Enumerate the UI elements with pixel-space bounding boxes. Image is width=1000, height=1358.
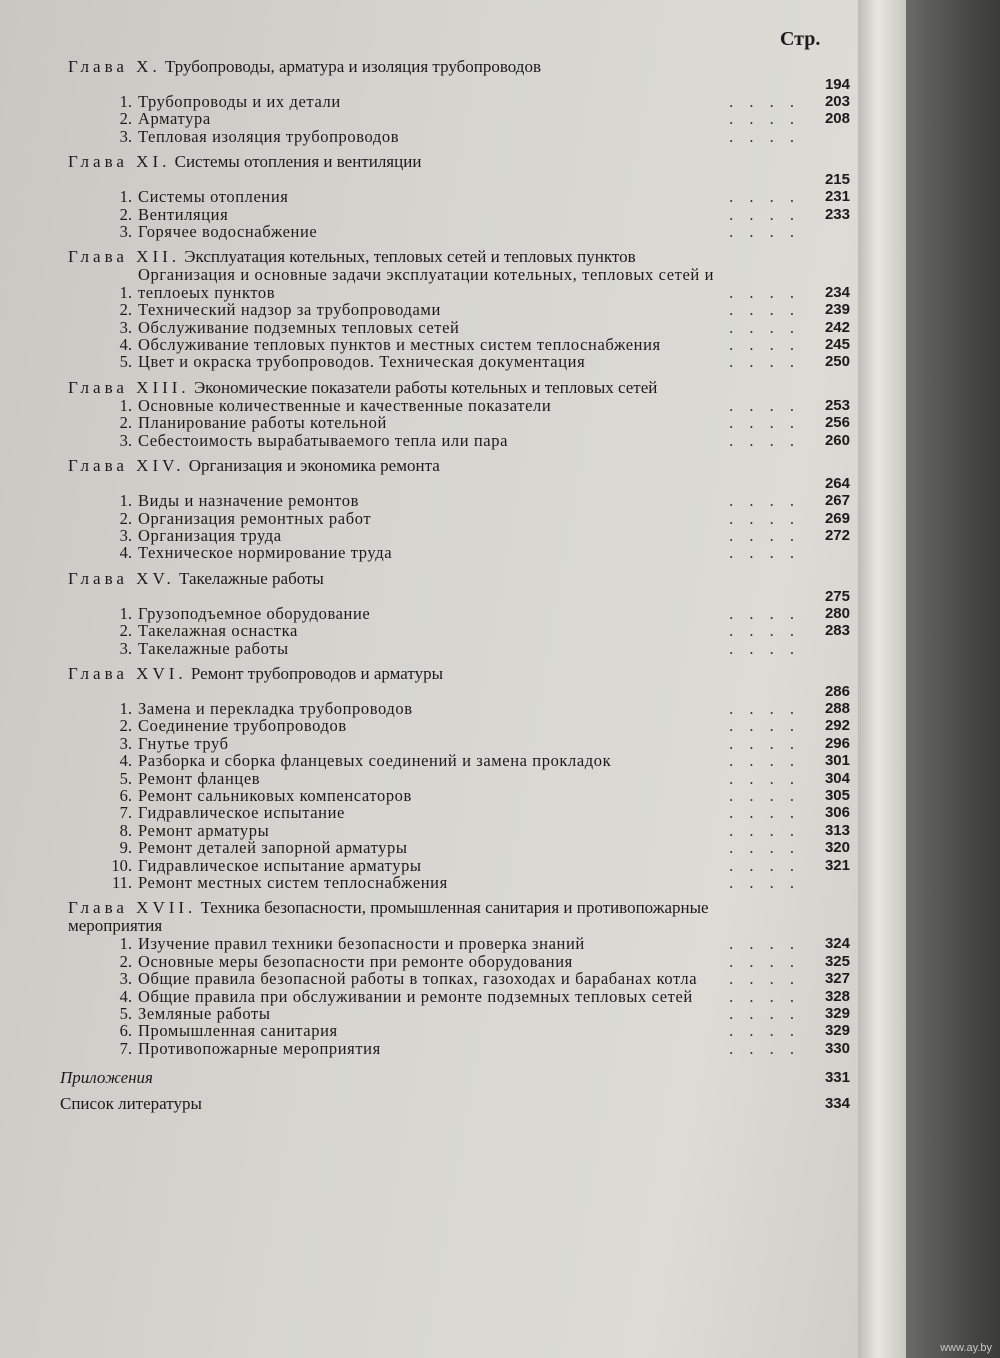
entry-page-number: 330 <box>824 1039 850 1057</box>
leader-dots: . . . . <box>729 126 800 146</box>
toc-entry <box>60 510 850 527</box>
entry-number: 2. <box>119 300 132 320</box>
toc-entry <box>60 1022 850 1039</box>
leader-dots: . . . . <box>729 733 800 753</box>
toc-entry <box>60 970 850 987</box>
leader-dots: . . . . <box>729 698 800 718</box>
entry-number: 1. <box>119 395 132 415</box>
chapter-section <box>60 899 850 1057</box>
entry-page-number: 325 <box>824 952 850 970</box>
entry-page-number: 253 <box>824 396 850 414</box>
toc-extra-entry <box>60 1091 850 1117</box>
entry-number: 6. <box>119 1021 132 1041</box>
entry-title: Системы отопления <box>138 187 289 207</box>
entry-title: Разборка и сборка фланцевых соединений и замена прокладок <box>138 751 612 771</box>
entry-number: 8. <box>119 820 132 840</box>
entry-page-number: 329 <box>824 1022 850 1040</box>
entry-number: 3. <box>119 317 132 337</box>
toc-entry <box>60 223 850 240</box>
entry-page-number: 242 <box>824 318 850 336</box>
chapter-label: Глава XI. <box>68 152 171 172</box>
toc-entry <box>60 822 850 839</box>
chapter-title: Организация и экономика ремонта <box>188 456 440 476</box>
leader-dots: . . . . <box>729 543 800 563</box>
chapter-heading <box>60 153 850 171</box>
entry-title: Основные количественные и качественные показатели <box>138 395 552 415</box>
entry-title: Цвет и окраска трубопроводов. Техническая документация <box>138 352 586 372</box>
extra-title: Приложения <box>60 1068 153 1088</box>
photo-background <box>906 0 1000 1358</box>
toc-entry <box>60 988 850 1005</box>
toc-entry <box>60 266 850 301</box>
entry-page-number: 324 <box>824 935 850 953</box>
leader-dots: . . . . <box>729 395 800 415</box>
toc-entry <box>60 527 850 544</box>
leader-dots: . . . . <box>729 282 800 302</box>
entry-page-number: 320 <box>824 839 850 857</box>
entry-number: 4. <box>119 335 132 355</box>
chapter-section <box>60 570 850 657</box>
entry-title: Себестоимость вырабатываемого тепла или пара <box>138 430 508 450</box>
entry-number: 9. <box>119 838 132 858</box>
page-edge <box>858 0 906 1358</box>
leader-dots: . . . . <box>729 785 800 805</box>
chapter-page-number: 264 <box>824 475 850 493</box>
toc-entry <box>60 206 850 223</box>
entry-page-number: 267 <box>824 492 850 510</box>
chapter-section <box>60 379 850 449</box>
leader-dots: . . . . <box>729 803 800 823</box>
leader-dots: . . . . <box>729 317 800 337</box>
chapter-label: Глава XV. <box>68 568 175 588</box>
entry-title: Технический надзор за трубопроводами <box>138 300 441 320</box>
toc-extra-entry <box>60 1065 850 1091</box>
entry-title: Гидравлическое испытание <box>138 803 345 823</box>
entry-page-number: 239 <box>824 301 850 319</box>
entry-title: Трубопроводы и их детали <box>138 92 341 111</box>
chapter-heading <box>60 899 850 935</box>
toc-entry <box>60 336 850 353</box>
entry-number: 1. <box>119 187 132 207</box>
entry-title: Общие правила безопасной работы в топках, газоходах и барабанах котла <box>138 969 698 989</box>
entry-title: Организация труда <box>138 525 282 545</box>
toc-entry <box>60 492 850 509</box>
chapter-page-number: 194 <box>824 76 850 93</box>
entry-number: 1. <box>119 698 132 718</box>
chapter-heading <box>60 248 850 266</box>
chapter-section <box>60 153 850 240</box>
entry-title: Техническое нормирование труда <box>138 543 393 563</box>
toc-entry <box>60 353 850 370</box>
leader-dots: . . . . <box>729 838 800 858</box>
entry-page-number: 329 <box>824 1005 850 1023</box>
leader-dots: . . . . <box>729 1038 800 1058</box>
chapter-heading <box>60 665 850 683</box>
entry-number: 6. <box>119 785 132 805</box>
chapter-section <box>60 58 850 145</box>
toc-entry <box>60 804 850 821</box>
watermark: www.ay.by <box>940 1342 992 1354</box>
extra-page-number: 334 <box>824 1095 850 1113</box>
entry-number: 3. <box>119 430 132 450</box>
entry-page-number: 280 <box>824 604 850 622</box>
chapter-page-number: 275 <box>824 587 850 605</box>
entry-title: Организация и основные задачи эксплуатации котельных, тепловых сетей и теплоеых пунктов <box>138 265 715 302</box>
entry-title: Арматура <box>138 109 211 129</box>
entry-title: Обслуживание тепловых пунктов и местных систем теплоснабжения <box>138 335 661 355</box>
entry-number: 3. <box>119 638 132 658</box>
entry-page-number: 288 <box>824 699 850 717</box>
entry-number: 3. <box>119 126 132 146</box>
leader-dots: . . . . <box>729 491 800 511</box>
toc-entry <box>60 432 850 449</box>
chapter-title: Техника безопасности, промышленная санитария и противопожарные мероприятия <box>68 898 709 936</box>
leader-dots: . . . . <box>729 204 800 224</box>
chapter-heading <box>60 457 850 475</box>
toc-entry <box>60 787 850 804</box>
entry-number: 3. <box>119 733 132 753</box>
entry-page-number: 304 <box>824 769 850 787</box>
chapter-title: Системы отопления и вентиляции <box>174 152 422 172</box>
leader-dots: . . . . <box>729 986 800 1006</box>
entry-title: Противопожарные мероприятия <box>138 1038 381 1058</box>
entry-page-number: 327 <box>824 970 850 988</box>
entry-page-number: 250 <box>824 353 850 371</box>
toc-entry <box>60 953 850 970</box>
toc-entry <box>60 640 850 657</box>
entry-page-number: 328 <box>824 987 850 1005</box>
entry-page-number: 321 <box>824 856 850 874</box>
entry-number: 2. <box>119 413 132 433</box>
entry-number: 2. <box>119 621 132 641</box>
entry-title: Такелажные работы <box>138 638 289 658</box>
chapter-title: Ремонт трубопроводов и арматуры <box>190 663 444 683</box>
entry-page-number: 292 <box>824 717 850 735</box>
leader-dots: . . . . <box>729 873 800 892</box>
toc-entry <box>60 319 850 336</box>
leader-dots: . . . . <box>729 508 800 528</box>
entry-number: 2. <box>119 716 132 736</box>
entry-title: Грузоподъемное оборудование <box>138 603 371 623</box>
leader-dots: . . . . <box>729 934 800 954</box>
entry-title: Изучение правил техники безопасности и проверка знаний <box>138 934 585 954</box>
leader-dots: . . . . <box>729 413 800 433</box>
chapter-title: Эксплуатация котельных, тепловых сетей и тепловых пунктов <box>184 247 636 267</box>
entry-title: Ремонт сальниковых компенсаторов <box>138 785 412 805</box>
entry-title: Замена и перекладка трубопроводов <box>138 698 413 718</box>
entry-number: 10. <box>111 855 132 875</box>
chapter-title: Экономические показатели работы котельных и тепловых сетей <box>193 377 658 397</box>
entry-page-number: 231 <box>824 188 850 206</box>
entry-title: Промышленная санитария <box>138 1021 338 1041</box>
toc-entry <box>60 128 850 145</box>
chapter-page-number: 286 <box>824 682 850 700</box>
leader-dots: . . . . <box>729 92 800 111</box>
chapter-heading <box>60 58 850 76</box>
toc-entry <box>60 770 850 787</box>
toc-entry <box>60 874 850 891</box>
leader-dots: . . . . <box>729 300 800 320</box>
leader-dots: . . . . <box>729 352 800 372</box>
toc-entry <box>60 717 850 734</box>
entry-title: Ремонт арматуры <box>138 820 270 840</box>
entry-number: 5. <box>119 768 132 788</box>
chapter-label: Глава XVI. <box>68 663 187 683</box>
chapter-title: Такелажные работы <box>179 568 324 588</box>
entry-number: 7. <box>119 803 132 823</box>
entry-number: 3. <box>119 525 132 545</box>
entry-number: 7. <box>119 1038 132 1058</box>
toc-entry <box>60 93 850 110</box>
chapter-label: Глава XII. <box>68 247 181 267</box>
entry-title: Планирование работы котельной <box>138 413 387 433</box>
entry-page-number: 306 <box>824 804 850 822</box>
entry-title: Организация ремонтных работ <box>138 508 372 528</box>
toc-entry <box>60 110 850 127</box>
page-column-header: Стр. <box>780 28 821 50</box>
leader-dots: . . . . <box>729 855 800 875</box>
entry-page-number: 296 <box>824 734 850 752</box>
chapter-title: Трубопроводы, арматура и изоляция трубопроводов <box>164 57 541 76</box>
entry-number: 2. <box>119 508 132 528</box>
toc-entry <box>60 1005 850 1022</box>
entry-number: 2. <box>119 109 132 129</box>
toc-entry <box>60 935 850 952</box>
leader-dots: . . . . <box>729 951 800 971</box>
entry-page-number: 283 <box>824 622 850 640</box>
entry-number: 3. <box>119 969 132 989</box>
entry-title: Тепловая изоляция трубопроводов <box>138 126 400 146</box>
toc-entry <box>60 188 850 205</box>
toc-entry <box>60 605 850 622</box>
leader-dots: . . . . <box>729 1021 800 1041</box>
entry-number: 1. <box>119 92 132 111</box>
leader-dots: . . . . <box>729 638 800 658</box>
chapter-heading <box>60 379 850 397</box>
table-of-contents <box>60 58 850 1117</box>
entry-page-number: 208 <box>824 110 850 128</box>
entry-number: 11. <box>111 873 132 892</box>
leader-dots: . . . . <box>729 109 800 129</box>
entry-title: Вентиляция <box>138 204 229 224</box>
toc-entry <box>60 735 850 752</box>
leader-dots: . . . . <box>729 525 800 545</box>
entry-page-number: 233 <box>824 205 850 223</box>
toc-entry <box>60 622 850 639</box>
leader-dots: . . . . <box>729 716 800 736</box>
entry-title: Гидравлическое испытание арматуры <box>138 855 422 875</box>
leader-dots: . . . . <box>729 1004 800 1024</box>
toc-entry <box>60 839 850 856</box>
toc-entry <box>60 544 850 561</box>
entry-page-number: 260 <box>824 431 850 449</box>
entry-title: Основные меры безопасности при ремонте оборудования <box>138 951 573 971</box>
toc-entry <box>60 857 850 874</box>
leader-dots: . . . . <box>729 187 800 207</box>
entry-title: Ремонт местных систем теплоснабжения <box>138 873 448 892</box>
chapter-page-number: 215 <box>824 171 850 189</box>
chapter-label: Глава XIV. <box>68 456 185 476</box>
entry-title: Соединение трубопроводов <box>138 716 347 736</box>
leader-dots: . . . . <box>729 820 800 840</box>
leader-dots: . . . . <box>729 621 800 641</box>
chapter-label: Глава XVII. <box>68 898 197 918</box>
entry-title: Ремонт фланцев <box>138 768 261 788</box>
entry-page-number: 203 <box>824 93 850 110</box>
chapter-label: Глава X. <box>68 57 161 76</box>
leader-dots: . . . . <box>729 751 800 771</box>
entry-page-number: 256 <box>824 414 850 432</box>
entry-number: 4. <box>119 751 132 771</box>
extra-page-number: 331 <box>824 1069 850 1087</box>
entry-page-number: 272 <box>824 526 850 544</box>
toc-entry <box>60 414 850 431</box>
leader-dots: . . . . <box>729 603 800 623</box>
entry-title: Земляные работы <box>138 1004 271 1024</box>
entry-number: 5. <box>119 1004 132 1024</box>
leader-dots: . . . . <box>729 430 800 450</box>
entry-number: 3. <box>119 222 132 242</box>
extra-title: Список литературы <box>60 1094 202 1114</box>
entry-number: 1. <box>119 282 132 302</box>
entry-number: 4. <box>119 986 132 1006</box>
leader-dots: . . . . <box>729 969 800 989</box>
entry-page-number: 301 <box>824 752 850 770</box>
entry-title: Обслуживание подземных тепловых сетей <box>138 317 460 337</box>
entry-title: Ремонт деталей запорной арматуры <box>138 838 408 858</box>
entry-title: Такелажная оснастка <box>138 621 298 641</box>
entry-number: 5. <box>119 352 132 372</box>
chapter-section <box>60 665 850 891</box>
entry-number: 1. <box>119 934 132 954</box>
entry-page-number: 313 <box>824 821 850 839</box>
entry-number: 2. <box>119 951 132 971</box>
leader-dots: . . . . <box>729 222 800 242</box>
leader-dots: . . . . <box>729 335 800 355</box>
toc-entry <box>60 700 850 717</box>
toc-entry <box>60 301 850 318</box>
entry-number: 4. <box>119 543 132 563</box>
chapter-section <box>60 248 850 370</box>
entry-number: 1. <box>119 491 132 511</box>
toc-entry <box>60 397 850 414</box>
entry-page-number: 305 <box>824 786 850 804</box>
entry-title: Гнутье труб <box>138 733 229 753</box>
entry-title: Горячее водоснабжение <box>138 222 318 242</box>
toc-entry <box>60 752 850 769</box>
chapter-label: Глава XIII. <box>68 377 190 397</box>
entry-number: 2. <box>119 204 132 224</box>
entry-title: Виды и назначение ремонтов <box>138 491 360 511</box>
entry-number: 1. <box>119 603 132 623</box>
entry-page-number: 245 <box>824 336 850 354</box>
entry-page-number: 269 <box>824 509 850 527</box>
chapter-heading <box>60 570 850 588</box>
chapter-section <box>60 457 850 562</box>
leader-dots: . . . . <box>729 768 800 788</box>
entry-title: Общие правила при обслуживании и ремонте подземных тепловых сетей <box>138 986 693 1006</box>
entry-page-number: 234 <box>824 283 850 301</box>
toc-entry <box>60 1040 850 1057</box>
